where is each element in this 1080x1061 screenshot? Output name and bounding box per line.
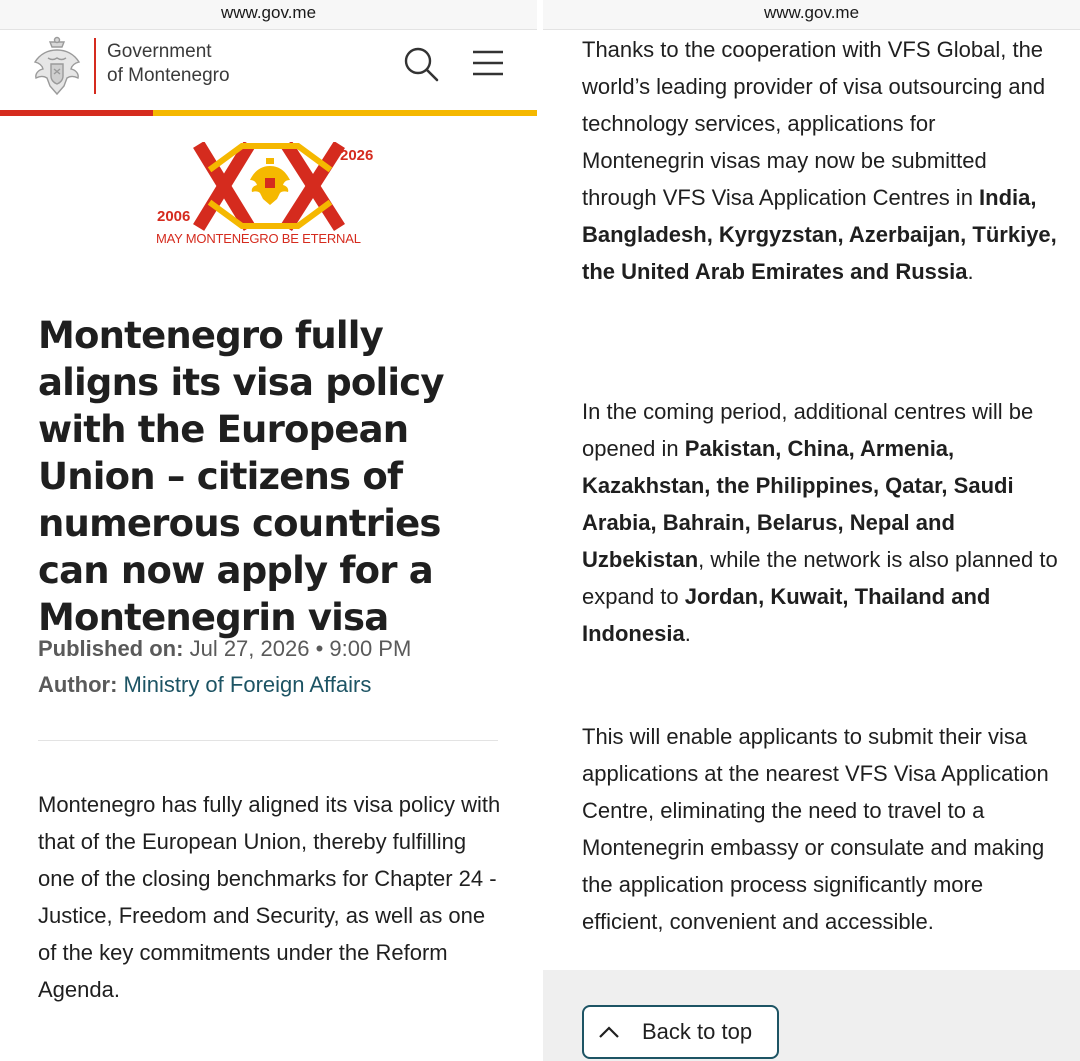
article-meta [38, 631, 411, 703]
chevron-up-icon [598, 1025, 620, 1039]
author-label: Author: [38, 672, 118, 697]
left-screen [0, 0, 537, 1061]
meta-divider [38, 740, 498, 741]
published-date: Jul 27, 2026 • 9:00 PM [189, 636, 412, 661]
independence-anniversary-logo [150, 142, 390, 252]
author-link[interactable]: Ministry of Foreign Affairs [123, 672, 372, 697]
flag-bar-red [0, 110, 153, 116]
flag-bar-gold [153, 110, 537, 116]
right-screen [543, 0, 1080, 1061]
site-title-line-2: of Montenegro [107, 65, 230, 86]
author-row [38, 667, 411, 703]
url-bar[interactable]: www.gov.me [543, 0, 1080, 30]
benefits-paragraph: This will enable applicants to submit their visa applications at the nearest VFS Visa Application Centre, eliminating the need to travel to a Montenegrin embassy or consulate and making the application process significantly more efficient, convenient and accessible. [582, 724, 1049, 934]
logo-year-start: 2006 [157, 208, 191, 225]
countries-list-planned: Pakistan, China, Armenia, Kazakhstan, the Philippines, Qatar, Saudi Arabia, Bahrain, Belarus, Nepal and Uzbekistan [582, 436, 1014, 572]
back-to-top-button[interactable] [582, 1005, 779, 1059]
logo-slogan: MAY MONTENEGRO BE ETERNAL [156, 231, 361, 246]
header-divider [94, 38, 96, 94]
hamburger-menu-icon[interactable] [470, 46, 506, 80]
search-icon[interactable] [402, 45, 440, 83]
countries-list-current: India, Bangladesh, Kyrgyzstan, Azerbaijan, Türkiye, the United Arab Emirates and Russia [582, 185, 1057, 284]
paragraph-end: . [684, 621, 691, 646]
published-label: Published on: [38, 636, 184, 661]
page-footer [543, 970, 1080, 1061]
article-headline: Montenegro fully aligns its visa policy with the European Union – citizens of numerous countries can now apply for a Montenegrin visa [38, 314, 444, 639]
countries-list-expansion: Jordan, Kuwait, Thailand and Indonesia [582, 584, 991, 646]
back-to-top-label: Back to top [642, 1019, 753, 1044]
article-intro-paragraph: Montenegro has fully aligned its visa policy with that of the European Union, thereby fulfilling one of the closing benchmarks for Chapter 24 - Justice, Freedom and Security, as well as one of the key commitments under the Reform Agenda. [38, 792, 501, 1002]
upcoming-centres-paragraph [582, 393, 1062, 652]
site-title-line-1: Government [107, 41, 212, 62]
flag-color-bar [0, 110, 537, 116]
site-header [0, 30, 537, 110]
vfs-centres-paragraph [582, 31, 1062, 290]
site-title[interactable] [107, 40, 230, 88]
logo-year-end: 2026 [340, 147, 374, 164]
paragraph-text-mid: , while the network is also planned to expand to [582, 547, 1058, 609]
paragraph-end: . [967, 259, 974, 284]
published-row [38, 631, 411, 667]
paragraph-text: Thanks to the cooperation with VFS Global, the world’s leading provider of visa outsourcing and technology services, applications for Montenegrin visas may now be submitted through VFS Visa Application Centres in [582, 37, 1046, 210]
url-bar[interactable]: www.gov.me [0, 0, 537, 30]
paragraph-text: In the coming period, additional centres will be opened in [582, 399, 1034, 461]
eagle-emblem-icon [250, 158, 290, 205]
montenegro-coat-of-arms-icon[interactable] [30, 36, 84, 98]
